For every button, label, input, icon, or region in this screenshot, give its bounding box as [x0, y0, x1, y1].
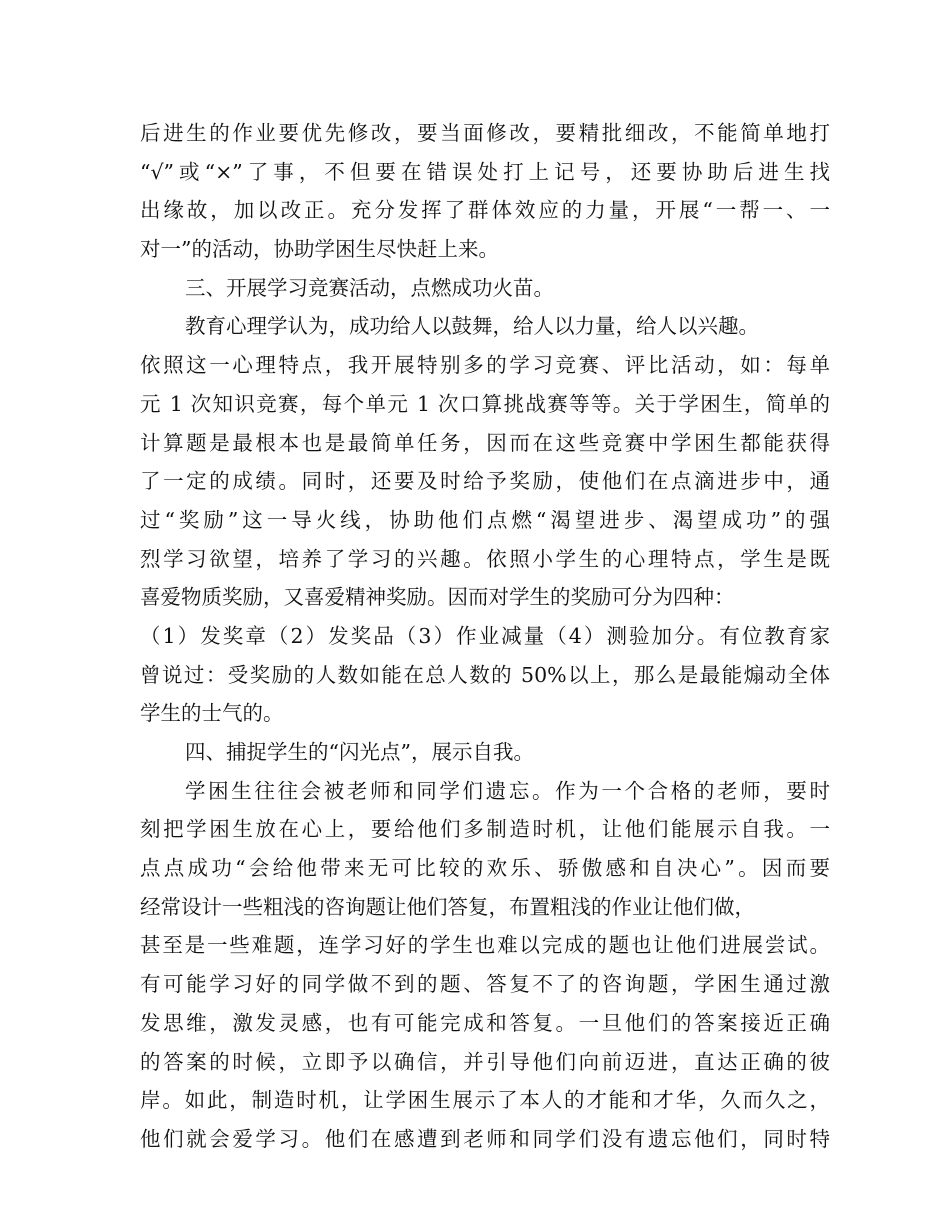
text-line: 发思维，激发灵感，也有可能完成和答复。一旦他们的答案接近正确 — [140, 1010, 830, 1035]
text-line: 过“奖励”这一导火线，协助他们点燃“渴望进步、渴望成功”的强 — [140, 507, 830, 532]
text-line: 依照这一心理特点，我开展特别多的学习竞赛、评比活动，如：每单 — [140, 353, 830, 378]
text-line: 的答案的时候，立即予以确信，并引导他们向前迈进，直达正确的彼 — [140, 1049, 830, 1074]
section-heading: 四、捕捉学生的“闪光点”，展示自我。 — [185, 740, 534, 764]
text-line: “√”或“×”了事，不但要在错误处打上记号，还要协助后进生找 — [140, 159, 830, 184]
text-line: 元 1 次知识竞赛，每个单元 1 次口算挑战赛等等。关于学困生，简单的 — [140, 391, 830, 416]
text-line: 学生的士气的。 — [140, 701, 284, 726]
document-body — [140, 114, 830, 1159]
text-line: 经常设计一些粗浅的咨询题让他们答复，布置粗浅的作业让他们做， — [140, 894, 755, 919]
text-line: 出缘故，加以改正。充分发挥了群体效应的力量，开展“一帮一、一 — [140, 198, 830, 223]
section-heading: 三、开展学习竞赛活动，点燃成功火苗。 — [185, 275, 554, 300]
text-line: 点点成功“会给他带来无可比较的欢乐、骄傲感和自决心”。因而要 — [140, 856, 830, 881]
text-line: 计算题是最根本也是最简单任务，因而在这些竞赛中学困生都能获得 — [140, 430, 830, 455]
text-line: （1）发奖章（2）发奖品（3）作业减量（4）测验加分。有位教育家 — [140, 623, 830, 648]
text-line: 后进生的作业要优先修改，要当面修改，要精批细改，不能简单地打 — [140, 121, 830, 145]
text-line: 他们就会爱学习。他们在感遭到老师和同学们没有遗忘他们，同时特 — [140, 1126, 830, 1151]
text-line: 甚至是一些难题，连学习好的学生也难以完成的题也让他们进展尝试。 — [140, 933, 830, 958]
text-line: 刻把学困生放在心上，要给他们多制造时机，让他们能展示自我。一 — [140, 817, 830, 842]
text-line: 学困生往往会被老师和同学们遗忘。作为一个合格的老师，要时 — [185, 778, 830, 803]
text-line: 有可能学习好的同学做不到的题、答复不了的咨询题，学困生通过激 — [140, 972, 830, 997]
text-line: 了一定的成绩。同时，还要及时给予奖励，使他们在点滴进步中，通 — [140, 469, 830, 494]
text-line: 喜爱物质奖励，又喜爱精神奖励。因而对学生的奖励可分为四种： — [140, 585, 735, 610]
text-line: 对一”的活动，协助学困生尽快赶上来。 — [140, 237, 499, 262]
text-line: 烈学习欲望，培养了学习的兴趣。依照小学生的心理特点，学生是既 — [140, 546, 830, 571]
text-line: 教育心理学认为，成功给人以鼓舞，给人以力量，给人以兴趣。 — [185, 314, 759, 339]
text-line: 岸。如此，制造时机，让学困生展示了本人的才能和才华，久而久之， — [140, 1088, 830, 1113]
text-line: 曾说过：受奖励的人数如能在总人数的 50%以上，那么是最能煽动全体 — [140, 662, 830, 687]
